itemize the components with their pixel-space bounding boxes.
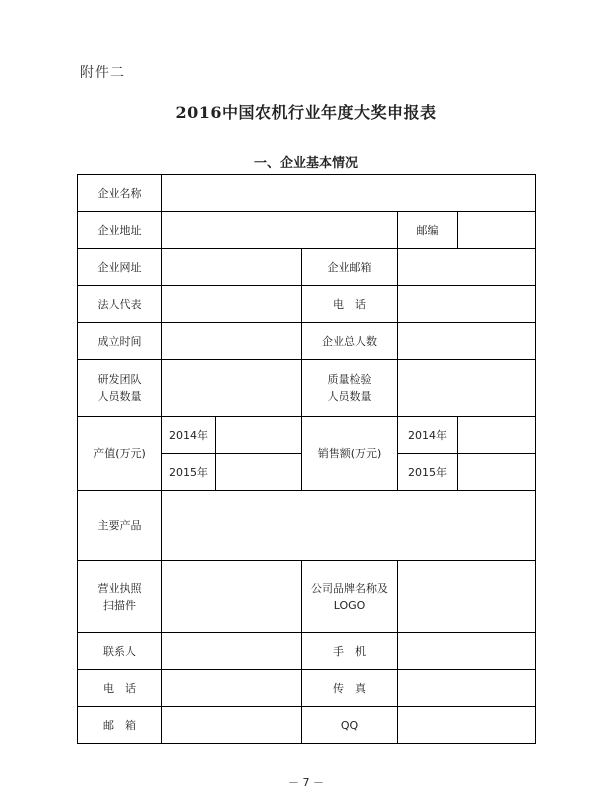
company-address-field[interactable] [162, 212, 398, 249]
application-form-table [77, 174, 536, 744]
output-year-2014-label: 2014年 [162, 417, 216, 454]
mobile-label: 手 机 [302, 633, 398, 670]
fax-field[interactable] [398, 670, 536, 707]
sales-label: 销售额(万元) [302, 417, 398, 491]
page-title: 2016中国农机行业年度大奖申报表 [175, 103, 437, 122]
brand-field[interactable] [398, 561, 536, 633]
contact-field[interactable] [162, 633, 302, 670]
total-staff-label: 企业总人数 [302, 323, 398, 360]
founded-label: 成立时间 [78, 323, 162, 360]
mail-label: 邮 箱 [78, 707, 162, 744]
qc-label [302, 360, 398, 417]
section-heading: 一、企业基本情况 [253, 156, 358, 171]
sales-year-2014-label: 2014年 [398, 417, 458, 454]
qc-field[interactable] [398, 360, 536, 417]
postcode-field[interactable] [458, 212, 536, 249]
contact-label: 联系人 [78, 633, 162, 670]
sales-year-2015-label: 2015年 [398, 454, 458, 491]
attachment-label: 附件二 [80, 65, 125, 81]
license-field[interactable] [162, 561, 302, 633]
rd-team-label-line1: 研发团队 [97, 373, 142, 386]
tel-field[interactable] [162, 670, 302, 707]
brand-label-line1: 公司品牌名称及 [311, 581, 388, 595]
rd-team-label-line2: 人员数量 [97, 390, 142, 403]
legal-rep-label: 法人代表 [78, 286, 162, 323]
rd-team-field[interactable] [162, 360, 302, 417]
website-label: 企业网址 [78, 249, 162, 286]
company-name-field[interactable] [162, 175, 536, 212]
page-number: － 7 － [288, 776, 324, 789]
qq-label: QQ [302, 707, 398, 744]
main-products-label: 主要产品 [78, 491, 162, 561]
rd-team-label [78, 360, 162, 417]
sales-2015-field[interactable] [458, 454, 536, 491]
postcode-label: 邮编 [398, 212, 458, 249]
output-2014-field[interactable] [216, 417, 302, 454]
output-year-2015-label: 2015年 [162, 454, 216, 491]
company-address-label: 企业地址 [78, 212, 162, 249]
mail-field[interactable] [162, 707, 302, 744]
brand-label [302, 561, 398, 633]
license-label [78, 561, 162, 633]
qq-field[interactable] [398, 707, 536, 744]
tel-label: 电 话 [78, 670, 162, 707]
mobile-field[interactable] [398, 633, 536, 670]
sales-2014-field[interactable] [458, 417, 536, 454]
fax-label: 传 真 [302, 670, 398, 707]
qc-label-line2: 人员数量 [327, 390, 372, 403]
phone-label: 电 话 [302, 286, 398, 323]
founded-field[interactable] [162, 323, 302, 360]
license-label-line1: 营业执照 [97, 581, 142, 595]
company-name-label: 企业名称 [78, 175, 162, 212]
email-field[interactable] [398, 249, 536, 286]
output-2015-field[interactable] [216, 454, 302, 491]
email-label: 企业邮箱 [302, 249, 398, 286]
qc-label-line1: 质量检验 [327, 373, 372, 386]
license-label-line2: 扫描件 [103, 598, 136, 612]
total-staff-field[interactable] [398, 323, 536, 360]
legal-rep-field[interactable] [162, 286, 302, 323]
main-products-field[interactable] [162, 491, 536, 561]
brand-label-line2: LOGO [333, 598, 366, 612]
output-value-label: 产值(万元) [78, 417, 162, 491]
phone-field[interactable] [398, 286, 536, 323]
website-field[interactable] [162, 249, 302, 286]
